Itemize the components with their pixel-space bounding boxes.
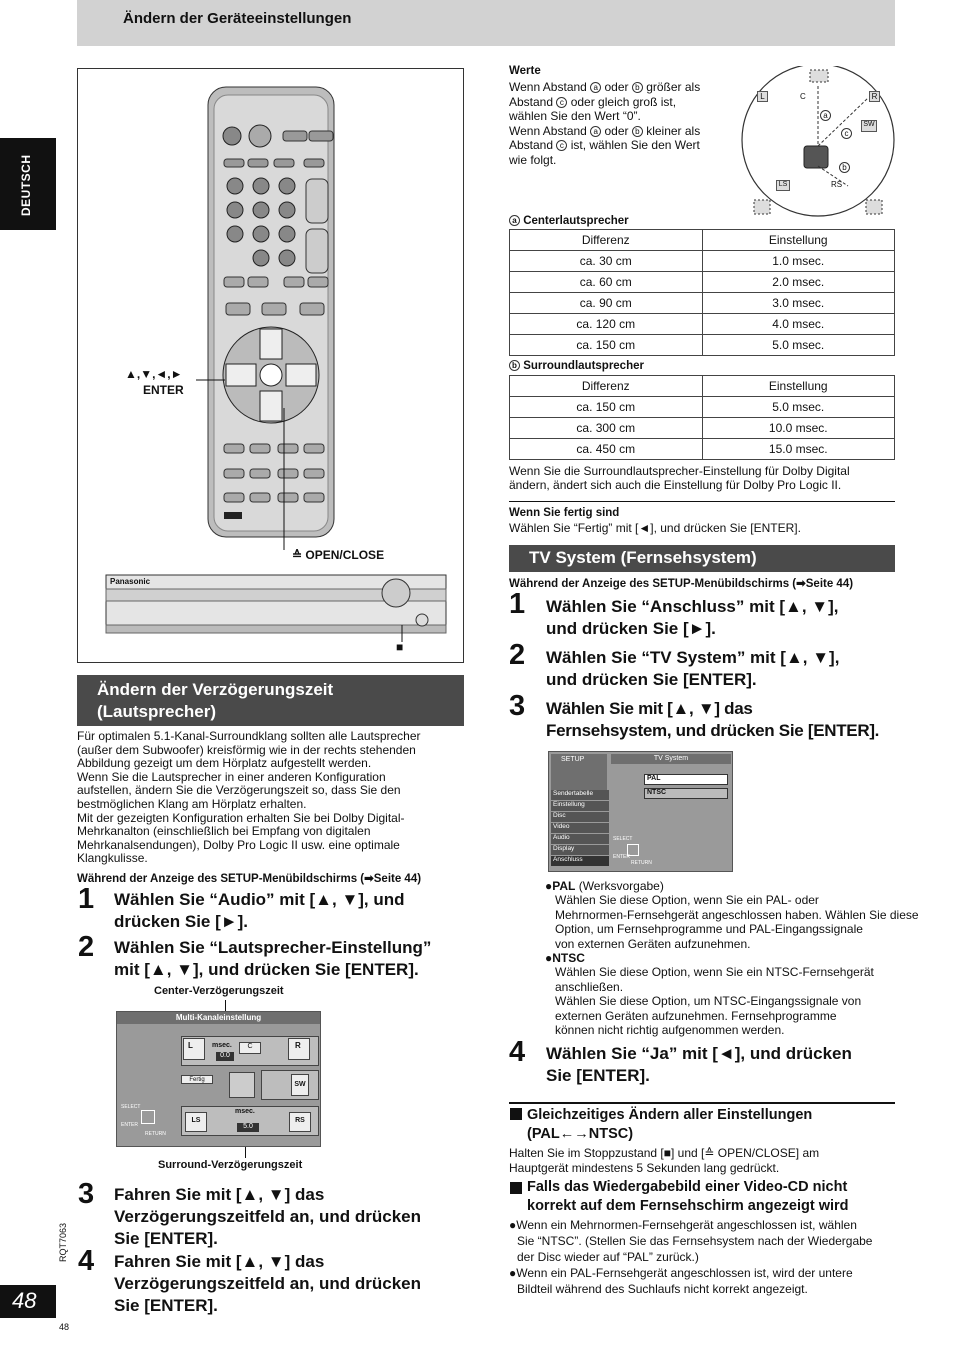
bullet-icon: ● <box>545 951 553 966</box>
diagram-distance-b: b <box>839 162 850 173</box>
option-ntsc[interactable]: NTSC <box>644 788 728 799</box>
list-item <box>509 1217 872 1233</box>
document-code: RQT7063 <box>58 1222 68 1262</box>
table-row <box>510 314 895 335</box>
section-delay-heading <box>77 675 464 726</box>
bullet-icon: ● <box>509 1266 517 1280</box>
text-line: Hauptgerät mindestens 5 Sekunden lang gedrückt. <box>509 1161 780 1175</box>
surround-delay-value[interactable]: 5.0 <box>237 1123 259 1132</box>
select-hint: SELECT <box>121 1104 141 1110</box>
page-number-box <box>0 1285 56 1318</box>
surround-circle-marker: b <box>509 360 520 371</box>
setup-label: SETUP <box>551 754 607 792</box>
delay-intro <box>77 730 464 866</box>
distance-b-marker: b <box>632 126 643 137</box>
delay-step-4 <box>114 1251 421 1317</box>
tv-step-1 <box>546 596 838 640</box>
square-bullet-icon <box>510 1182 522 1194</box>
language-tab <box>0 138 56 230</box>
tv-while-setup: Während der Anzeige des SETUP-Menübildschirms (➡Seite 44) <box>509 578 854 590</box>
dolby-note <box>509 465 850 492</box>
menu-item-display[interactable]: Display <box>551 845 609 855</box>
table-row <box>510 418 895 439</box>
ntsc-title: NTSC <box>552 951 585 966</box>
bullet-line: Wenn ein Mehrnormen-Fernsehgerät angeschlossen ist, wählen <box>516 1218 857 1232</box>
remote-figure <box>77 68 464 663</box>
werte-line: wählen Sie den Wert “0”. <box>509 109 641 123</box>
enter-hint: ENTER <box>613 854 630 860</box>
step-number: 1 <box>509 588 526 620</box>
surround-table-title: Surroundlautsprecher <box>523 360 644 372</box>
section-delay-title-line1: Ändern der Verzögerungszeit <box>97 680 334 699</box>
delay-step-2 <box>114 937 431 981</box>
table-cell: ca. 150 cm <box>510 335 703 356</box>
table-cell: 1.0 msec. <box>702 251 895 272</box>
werte-line: Wenn Abstand a oder b kleiner als <box>509 123 701 138</box>
pal-line: Option, um Fernsehprogramme und PAL-Eingangssignale <box>555 922 863 937</box>
open-close-label: ≙ OPEN/CLOSE <box>292 548 385 562</box>
ntsc-heading <box>545 951 919 965</box>
subwoofer-row <box>261 1070 319 1100</box>
table-cell: 15.0 msec. <box>702 439 895 460</box>
stop-symbol: ■ <box>396 640 404 654</box>
center-delay-caption: Center-Verzögerungszeit <box>154 985 284 997</box>
step-number: 4 <box>78 1245 95 1277</box>
language-label: DEUTSCH <box>19 154 33 216</box>
surround-table-label <box>509 360 644 372</box>
distance-c-marker: c <box>556 97 567 108</box>
table-header-row <box>510 376 895 397</box>
step-line: Sie [ENTER]. <box>546 1066 650 1085</box>
menu-item-disc[interactable]: Disc <box>551 812 609 822</box>
arrow-keys-label: ▲,▼,◄,► <box>125 367 183 381</box>
speaker-delay-screen <box>116 1011 321 1147</box>
option-pal[interactable]: PAL <box>644 774 728 785</box>
table-cell: 4.0 msec. <box>702 314 895 335</box>
werte-text <box>509 80 739 167</box>
pal-line: von externen Geräten aufzunehmen. <box>555 936 751 951</box>
speaker-layout-diagram <box>738 66 896 218</box>
page-number-small: 48 <box>59 1322 70 1332</box>
title-line: Falls das Wiedergabebild einer Video-CD nicht <box>527 1179 848 1195</box>
intro-line: Abbildung gezeigt um dem Hörplatz aufgestellt werden. <box>77 756 372 771</box>
diagram-distance-a: a <box>820 110 831 121</box>
table-row <box>510 439 895 460</box>
pal-title: PAL <box>552 879 576 893</box>
enter-hint: ENTER <box>121 1122 138 1128</box>
note-line: Wenn Sie die Surroundlautsprecher-Einstellung für Dolby Digital <box>509 464 850 478</box>
diagram-R: R <box>869 91 880 102</box>
table-header: Einstellung <box>702 230 895 251</box>
table-cell: ca. 450 cm <box>510 439 703 460</box>
center-delay-table <box>509 229 895 356</box>
intro-line: Klangkulisse. <box>77 851 148 866</box>
center-circle-marker: a <box>509 215 520 226</box>
intro-line: (außer dem Subwoofer) kreisförmig wie in der rechts stehenden <box>77 742 416 757</box>
tv-system-menu-title: TV System <box>611 754 731 764</box>
pal-heading <box>545 879 919 893</box>
tv-step-3 <box>546 698 879 742</box>
select-hint: SELECT <box>613 836 633 842</box>
table-cell: ca. 120 cm <box>510 314 703 335</box>
intro-line: Mit der gezeigten Konfiguration erhalten Sie bei Dolby Digital- <box>77 810 405 825</box>
speaker-RS[interactable]: RS <box>289 1112 311 1132</box>
step-line: mit [▲, ▼], und drücken Sie [ENTER]. <box>114 960 419 979</box>
surround-msec-label: msec. <box>235 1108 255 1115</box>
speaker-C[interactable]: C <box>239 1042 261 1054</box>
step-line: Fahren Sie mit [▲, ▼] das <box>114 1252 325 1271</box>
intro-line: Wenn Sie die Lautsprecher in einer anderen Konfiguration <box>77 769 386 784</box>
table-cell: 2.0 msec. <box>702 272 895 293</box>
step-number: 3 <box>509 690 526 722</box>
menu-item-video[interactable]: Video <box>551 823 609 833</box>
table-header-row <box>510 230 895 251</box>
speaker-SW[interactable]: SW <box>291 1074 309 1096</box>
intro-line: bestmöglichen Klang am Hörplatz erhalten. <box>77 796 307 811</box>
surround-delay-caption: Surround-Verzögerungszeit <box>158 1159 303 1171</box>
speaker-R[interactable]: R <box>288 1038 310 1060</box>
table-row <box>510 335 895 356</box>
remote-illustration <box>78 69 463 662</box>
table-cell: ca. 90 cm <box>510 293 703 314</box>
step-number: 1 <box>78 883 95 915</box>
ntsc-line: externen Geräten aufzunehmen. Fernsehprogramme <box>555 1008 837 1023</box>
video-cd-title <box>527 1178 849 1216</box>
step-line: und drücken Sie [►]. <box>546 619 716 638</box>
divider <box>509 501 895 502</box>
bullet-icon: ● <box>509 1218 517 1232</box>
surround-delay-table <box>509 375 895 460</box>
screen-title: Multi-Kanaleinstellung <box>117 1012 320 1024</box>
navigation-pad-icon <box>627 844 639 856</box>
table-header: Differenz <box>510 230 703 251</box>
section-delay-title-line2: (Lautsprecher) <box>97 702 217 721</box>
distance-a-marker: a <box>590 126 601 137</box>
step-line: Wählen Sie “Audio” mit [▲, ▼], und <box>114 890 405 909</box>
table-cell: 5.0 msec. <box>702 397 895 418</box>
menu-item-einstellung[interactable]: Einstellung <box>551 801 609 811</box>
step-line: Sie [ENTER]. <box>114 1229 218 1248</box>
bullet-line: der Disc wieder auf “PAL” zurück.) <box>517 1250 699 1264</box>
brand-logo: Panasonic <box>110 577 151 586</box>
ntsc-line: können nicht richtig aufgenommen werden. <box>555 1023 785 1038</box>
navigation-pad-icon <box>141 1110 155 1124</box>
center-table-title: Centerlautsprecher <box>523 215 629 227</box>
setup-sidebar <box>551 790 609 867</box>
divider <box>509 1102 895 1104</box>
bullet-line: Sie “NTSC”. (Stellen Sie das Fernsehsystem nach der Wiedergabe <box>517 1234 873 1248</box>
table-cell: 10.0 msec. <box>702 418 895 439</box>
diagram-LS: LS <box>776 180 790 191</box>
table-header: Einstellung <box>702 376 895 397</box>
return-hint: RETURN <box>145 1131 166 1137</box>
bullet-line: Wenn ein PAL-Fernsehgerät angeschlossen ist, wird der untere <box>516 1266 853 1280</box>
step-line: Wählen Sie “Anschluss” mit [▲, ▼], <box>546 597 839 616</box>
step-number: 2 <box>78 931 95 963</box>
text-line: Halten Sie im Stoppzustand [■] und [≙ OPEN/CLOSE] am <box>509 1146 820 1160</box>
delay-while-setup: Während der Anzeige des SETUP-Menübildschirms (➡Seite 44) <box>77 873 422 885</box>
werte-line: Abstand c ist, wählen Sie den Wert <box>509 138 700 152</box>
step-line: drücken Sie [►]. <box>114 912 248 931</box>
video-cd-bullets <box>509 1217 872 1297</box>
table-header: Differenz <box>510 376 703 397</box>
diagram-L: L <box>757 91 768 102</box>
title-line: (PAL←→NTSC) <box>527 1126 634 1142</box>
page-number: 48 <box>12 1288 37 1313</box>
title-line: korrekt auf dem Fernsehschirm angezeigt wird <box>527 1198 849 1214</box>
table-row <box>510 397 895 418</box>
tv-system-screen <box>548 751 733 872</box>
intro-line: Für optimalen 5.1-Kanal-Surroundklang sollten alle Lautsprecher <box>77 729 421 743</box>
step-number: 4 <box>509 1036 526 1068</box>
diagram-distance-c: c <box>841 128 852 139</box>
table-cell: ca. 60 cm <box>510 272 703 293</box>
pal-description <box>545 879 919 1037</box>
speaker-circle-illustration <box>738 66 896 218</box>
werte-line: Abstand c oder gleich groß ist, <box>509 94 677 109</box>
step-number: 3 <box>78 1178 95 1210</box>
simultaneous-title <box>527 1106 812 1144</box>
tv-step-2 <box>546 647 839 691</box>
bullet-icon: ● <box>545 879 553 893</box>
bullet-line: Bildteil während des Suchlaufs nicht korrekt angezeigt. <box>517 1282 808 1296</box>
step-line: Fahren Sie mit [▲, ▼] das <box>114 1185 325 1204</box>
step-line: und drücken Sie [ENTER]. <box>546 670 757 689</box>
table-cell: ca. 300 cm <box>510 418 703 439</box>
werte-title: Werte <box>509 65 541 77</box>
simultaneous-text <box>509 1146 819 1176</box>
enter-key-label: ENTER <box>143 383 184 397</box>
title-line: Gleichzeitiges Ändern aller Einstellungen <box>527 1107 813 1123</box>
fertig-note-title: Wenn Sie fertig sind <box>509 507 620 519</box>
pal-default-note: (Werksvorgabe) <box>575 879 664 893</box>
menu-item-sendertabelle[interactable]: Sendertabelle <box>551 790 609 800</box>
table-cell: 5.0 msec. <box>702 335 895 356</box>
fertig-note-text: Wählen Sie “Fertig” mit [◄], und drücken Sie [ENTER]. <box>509 521 801 535</box>
return-hint: RETURN <box>631 860 652 866</box>
menu-item-audio[interactable]: Audio <box>551 834 609 844</box>
intro-line: aufstellen, ändern Sie die Verzögerungszeit so, dass Sie den <box>77 783 401 798</box>
square-bullet-icon <box>510 1108 522 1120</box>
distance-c-marker: c <box>556 140 567 151</box>
delay-step-3 <box>114 1184 421 1250</box>
list-item <box>509 1265 872 1281</box>
table-cell: ca. 150 cm <box>510 397 703 418</box>
menu-item-anschluss[interactable]: Anschluss <box>551 856 609 866</box>
speaker-LS[interactable]: LS <box>185 1112 207 1132</box>
note-line: ändern, ändert sich auch die Einstellung für Dolby Pro Logic II. <box>509 477 842 492</box>
table-cell: 3.0 msec. <box>702 293 895 314</box>
intro-line: Mehrkanalsendungen), Dolby Pro Logic II usw. eine optimale <box>77 837 400 852</box>
tv-step-4 <box>546 1043 852 1087</box>
step-line: Wählen Sie mit [▲, ▼] das <box>546 699 753 718</box>
center-delay-value[interactable]: 0.0 <box>216 1052 234 1061</box>
step-line: Verzögerungszeitfeld an, und drücken <box>114 1274 421 1293</box>
table-row <box>510 251 895 272</box>
header-title: Ändern der Geräteeinstellungen <box>123 10 352 27</box>
step-line: Wählen Sie “TV System” mit [▲, ▼], <box>546 648 840 667</box>
table-cell: ca. 30 cm <box>510 251 703 272</box>
table-row <box>510 272 895 293</box>
table-row <box>510 293 895 314</box>
step-line: Sie [ENTER]. <box>114 1296 218 1315</box>
ntsc-line: anschließen. <box>555 979 624 994</box>
diagram-C: C <box>800 92 806 101</box>
step-number: 2 <box>509 639 526 671</box>
page-header <box>77 0 895 46</box>
delay-step-1 <box>114 889 405 933</box>
werte-line: wie folgt. <box>509 152 557 167</box>
ntsc-line: Wählen Sie diese Option, um NTSC-Eingangssignale von <box>555 994 862 1009</box>
step-line: Wählen Sie “Lautsprecher-Einstellung” <box>114 938 432 957</box>
center-msec-label: msec. <box>212 1042 232 1049</box>
listener-seat-icon <box>229 1072 255 1098</box>
pal-line: Wählen Sie diese Option, wenn Sie ein PAL- oder <box>555 893 819 908</box>
fertig-button[interactable]: Fertig <box>181 1075 213 1084</box>
speaker-L[interactable]: L <box>183 1038 205 1060</box>
werte-line: Wenn Abstand a oder b größer als <box>509 80 701 94</box>
step-line: Fernsehsystem, und drücken Sie [ENTER]. <box>546 721 880 740</box>
pal-line: Mehrnormen-Fernsehgerät angeschlossen haben. Wählen Sie diese <box>555 907 919 922</box>
center-table-label <box>509 215 629 227</box>
step-line: Wählen Sie “Ja” mit [◄], und drücken <box>546 1044 852 1063</box>
ntsc-line: Wählen Sie diese Option, wenn Sie ein NTSC-Fernsehgerät <box>555 965 874 980</box>
diagram-RS: RS <box>831 180 843 189</box>
distance-a-marker: a <box>590 82 601 93</box>
distance-b-marker: b <box>632 82 643 93</box>
step-line: Verzögerungszeitfeld an, und drücken <box>114 1207 421 1226</box>
section-tv-heading: TV System (Fernsehsystem) <box>509 545 895 572</box>
diagram-SW: SW <box>861 120 877 132</box>
intro-line: Mehrkanalton (einschließlich bei Empfang von digitalen <box>77 824 371 839</box>
